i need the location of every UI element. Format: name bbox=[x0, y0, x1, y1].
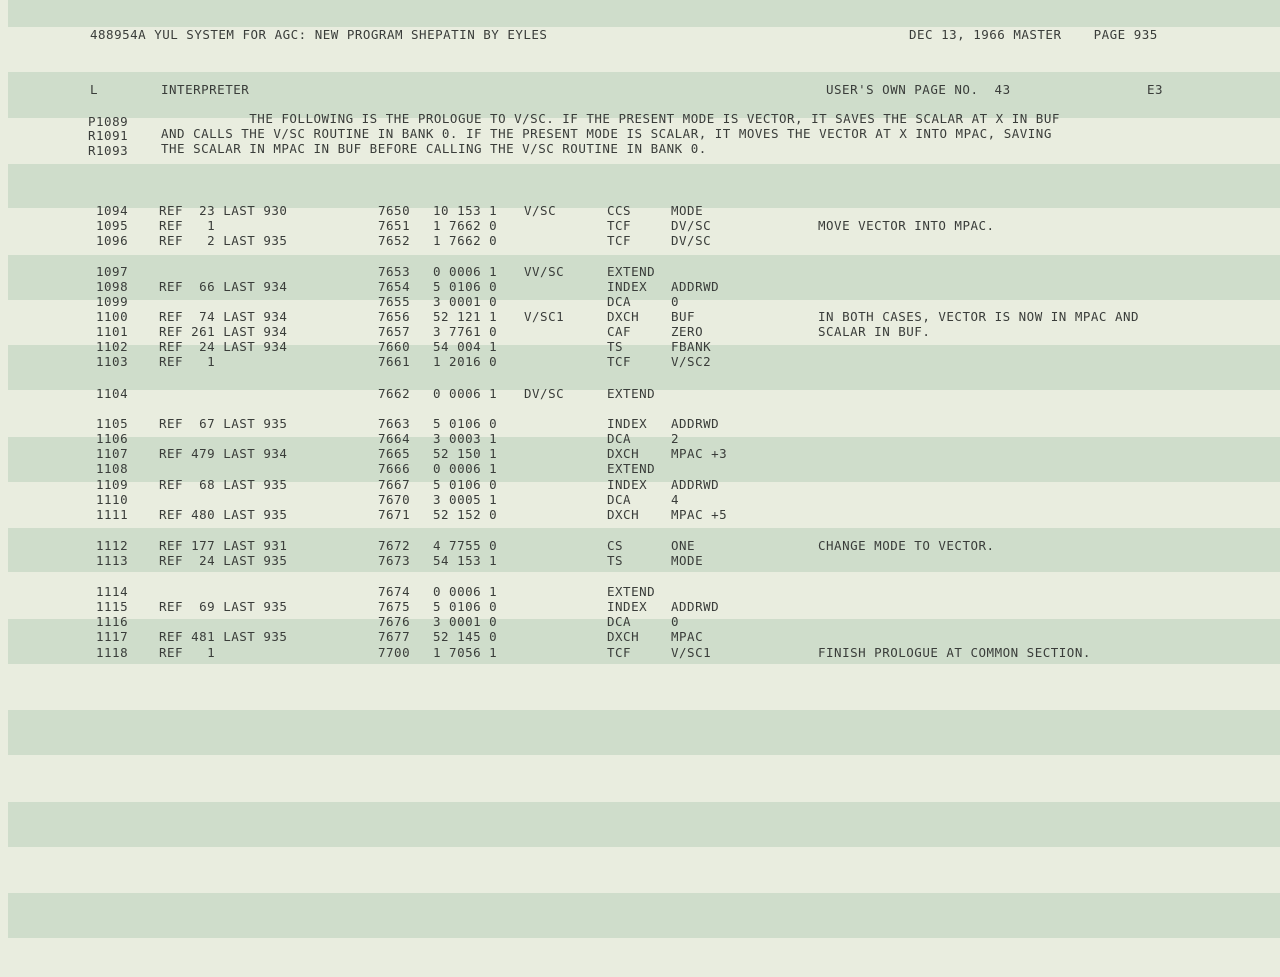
opcode: DCA bbox=[607, 294, 632, 309]
address: 7671 bbox=[378, 507, 411, 522]
address: 7673 bbox=[378, 553, 411, 568]
log-section: L bbox=[90, 82, 99, 97]
reference: REF 24 LAST 934 bbox=[159, 339, 288, 354]
address: 7662 bbox=[378, 386, 411, 401]
opcode: CCS bbox=[607, 203, 632, 218]
octal-word: 5 0106 0 bbox=[433, 279, 498, 294]
listing-row bbox=[0, 507, 1280, 522]
octal-word: 3 0003 1 bbox=[433, 431, 498, 446]
reference: REF 2 LAST 935 bbox=[159, 233, 288, 248]
octal-word: 1 7662 0 bbox=[433, 218, 498, 233]
section-code: E3 bbox=[1147, 82, 1164, 97]
opcode: EXTEND bbox=[607, 264, 656, 279]
reference: REF 481 LAST 935 bbox=[159, 629, 288, 644]
address: 7655 bbox=[378, 294, 411, 309]
listing-row bbox=[0, 492, 1280, 507]
address: 7674 bbox=[378, 584, 411, 599]
octal-word: 54 004 1 bbox=[433, 339, 498, 354]
reference: REF 479 LAST 934 bbox=[159, 446, 288, 461]
operand: 0 bbox=[671, 294, 680, 309]
line-number: 1109 bbox=[96, 477, 129, 492]
operand: MPAC bbox=[671, 629, 704, 644]
octal-word: 52 121 1 bbox=[433, 309, 498, 324]
line-number: 1105 bbox=[96, 416, 129, 431]
page-header-left: 488954A YUL SYSTEM FOR AGC: NEW PROGRAM SHEPATIN BY EYLES bbox=[90, 27, 548, 42]
opcode: TCF bbox=[607, 645, 632, 660]
address: 7700 bbox=[378, 645, 411, 660]
label: V/SC bbox=[524, 203, 557, 218]
operand: MODE bbox=[671, 203, 704, 218]
reference: REF 1 bbox=[159, 645, 216, 660]
address: 7657 bbox=[378, 324, 411, 339]
line-number: 1095 bbox=[96, 218, 129, 233]
listing-row bbox=[0, 599, 1280, 614]
opcode: DCA bbox=[607, 492, 632, 507]
opcode: INDEX bbox=[607, 416, 648, 431]
address: 7677 bbox=[378, 629, 411, 644]
address: 7672 bbox=[378, 538, 411, 553]
listing-row bbox=[0, 461, 1280, 476]
address: 7656 bbox=[378, 309, 411, 324]
operand: DV/SC bbox=[671, 218, 712, 233]
reference: REF 67 LAST 935 bbox=[159, 416, 288, 431]
address: 7665 bbox=[378, 446, 411, 461]
address: 7666 bbox=[378, 461, 411, 476]
listing-row bbox=[0, 339, 1280, 354]
address: 7653 bbox=[378, 264, 411, 279]
opcode: EXTEND bbox=[607, 584, 656, 599]
listing-row bbox=[0, 446, 1280, 461]
address: 7664 bbox=[378, 431, 411, 446]
line-number: 1099 bbox=[96, 294, 129, 309]
listing-row bbox=[0, 279, 1280, 294]
operand: ADDRWD bbox=[671, 279, 720, 294]
address: 7670 bbox=[378, 492, 411, 507]
line-number: 1108 bbox=[96, 461, 129, 476]
paper-band bbox=[8, 164, 1280, 208]
reference: REF 261 LAST 934 bbox=[159, 324, 288, 339]
listing-row bbox=[0, 645, 1280, 660]
listing-row bbox=[0, 614, 1280, 629]
listing-row bbox=[0, 354, 1280, 369]
octal-word: 5 0106 0 bbox=[433, 599, 498, 614]
line-number: 1118 bbox=[96, 645, 129, 660]
octal-word: 1 7056 1 bbox=[433, 645, 498, 660]
opcode: DXCH bbox=[607, 629, 640, 644]
line-number: 1111 bbox=[96, 507, 129, 522]
octal-word: 0 0006 1 bbox=[433, 264, 498, 279]
octal-word: 0 0006 1 bbox=[433, 584, 498, 599]
reference: REF 24 LAST 935 bbox=[159, 553, 288, 568]
paper-band bbox=[8, 802, 1280, 847]
operand: MODE bbox=[671, 553, 704, 568]
reference: REF 177 LAST 931 bbox=[159, 538, 288, 553]
octal-word: 1 2016 0 bbox=[433, 354, 498, 369]
reference: REF 68 LAST 935 bbox=[159, 477, 288, 492]
listing-row bbox=[0, 233, 1280, 248]
operand: 0 bbox=[671, 614, 680, 629]
line-number: 1098 bbox=[96, 279, 129, 294]
opcode: INDEX bbox=[607, 477, 648, 492]
remark-text: THE SCALAR IN MPAC IN BUF BEFORE CALLING THE V/SC ROUTINE IN BANK 0. bbox=[161, 141, 707, 156]
listing-row bbox=[0, 218, 1280, 233]
opcode: INDEX bbox=[607, 599, 648, 614]
octal-word: 4 7755 0 bbox=[433, 538, 498, 553]
address: 7675 bbox=[378, 599, 411, 614]
line-number: 1115 bbox=[96, 599, 129, 614]
page-header-right: DEC 13, 1966 MASTER PAGE 935 bbox=[909, 27, 1158, 42]
opcode: DXCH bbox=[607, 309, 640, 324]
address: 7667 bbox=[378, 477, 411, 492]
listing-row bbox=[0, 294, 1280, 309]
line-number: 1106 bbox=[96, 431, 129, 446]
line-number: 1114 bbox=[96, 584, 129, 599]
line-number: 1102 bbox=[96, 339, 129, 354]
listing-row bbox=[0, 584, 1280, 599]
line-number: 1110 bbox=[96, 492, 129, 507]
address: 7660 bbox=[378, 339, 411, 354]
reference: REF 23 LAST 930 bbox=[159, 203, 288, 218]
opcode: CAF bbox=[607, 324, 632, 339]
operand: 2 bbox=[671, 431, 680, 446]
address: 7650 bbox=[378, 203, 411, 218]
operand: ADDRWD bbox=[671, 477, 720, 492]
line-number: 1101 bbox=[96, 324, 129, 339]
operand: ONE bbox=[671, 538, 696, 553]
opcode: TCF bbox=[607, 218, 632, 233]
operand: 4 bbox=[671, 492, 680, 507]
opcode: TCF bbox=[607, 233, 632, 248]
listing-row bbox=[0, 309, 1280, 324]
listing-row bbox=[0, 629, 1280, 644]
reference: REF 74 LAST 934 bbox=[159, 309, 288, 324]
listing-row bbox=[0, 324, 1280, 339]
opcode: EXTEND bbox=[607, 461, 656, 476]
reference: REF 480 LAST 935 bbox=[159, 507, 288, 522]
address: 7676 bbox=[378, 614, 411, 629]
opcode: EXTEND bbox=[607, 386, 656, 401]
operand: V/SC1 bbox=[671, 645, 712, 660]
line-number: 1104 bbox=[96, 386, 129, 401]
line-number: 1097 bbox=[96, 264, 129, 279]
users-page-number: USER'S OWN PAGE NO. 43 bbox=[826, 82, 1011, 97]
operand: ADDRWD bbox=[671, 416, 720, 431]
label: V/SC1 bbox=[524, 309, 565, 324]
reference: REF 69 LAST 935 bbox=[159, 599, 288, 614]
remark-tag: R1091 bbox=[88, 128, 129, 143]
octal-word: 3 0001 0 bbox=[433, 614, 498, 629]
opcode: DXCH bbox=[607, 507, 640, 522]
comment: IN BOTH CASES, VECTOR IS NOW IN MPAC AND bbox=[818, 309, 1140, 324]
reference: REF 1 bbox=[159, 218, 216, 233]
remark-tag: P1089 bbox=[88, 114, 129, 129]
label: DV/SC bbox=[524, 386, 565, 401]
listing-row bbox=[0, 386, 1280, 401]
opcode: DCA bbox=[607, 431, 632, 446]
octal-word: 52 145 0 bbox=[433, 629, 498, 644]
line-number: 1117 bbox=[96, 629, 129, 644]
opcode: DXCH bbox=[607, 446, 640, 461]
operand: DV/SC bbox=[671, 233, 712, 248]
paper-band bbox=[8, 0, 1280, 27]
line-number: 1112 bbox=[96, 538, 129, 553]
reference: REF 66 LAST 934 bbox=[159, 279, 288, 294]
octal-word: 54 153 1 bbox=[433, 553, 498, 568]
octal-word: 1 7662 0 bbox=[433, 233, 498, 248]
octal-word: 0 0006 1 bbox=[433, 461, 498, 476]
octal-word: 3 0001 0 bbox=[433, 294, 498, 309]
listing-row bbox=[0, 203, 1280, 218]
label: VV/SC bbox=[524, 264, 565, 279]
comment: MOVE VECTOR INTO MPAC. bbox=[818, 218, 995, 233]
comment: SCALAR IN BUF. bbox=[818, 324, 931, 339]
operand: FBANK bbox=[671, 339, 712, 354]
address: 7663 bbox=[378, 416, 411, 431]
opcode: CS bbox=[607, 538, 624, 553]
opcode: TS bbox=[607, 553, 624, 568]
comment: FINISH PROLOGUE AT COMMON SECTION. bbox=[818, 645, 1091, 660]
operand: MPAC +5 bbox=[671, 507, 728, 522]
listing-row bbox=[0, 264, 1280, 279]
octal-word: 10 153 1 bbox=[433, 203, 498, 218]
listing-row bbox=[0, 477, 1280, 492]
address: 7654 bbox=[378, 279, 411, 294]
line-number: 1094 bbox=[96, 203, 129, 218]
address: 7652 bbox=[378, 233, 411, 248]
opcode: INDEX bbox=[607, 279, 648, 294]
line-number: 1116 bbox=[96, 614, 129, 629]
operand: V/SC2 bbox=[671, 354, 712, 369]
operand: MPAC +3 bbox=[671, 446, 728, 461]
remark-tag: R1093 bbox=[88, 143, 129, 158]
operand: ZERO bbox=[671, 324, 704, 339]
operand: BUF bbox=[671, 309, 696, 324]
octal-word: 52 150 1 bbox=[433, 446, 498, 461]
octal-word: 0 0006 1 bbox=[433, 386, 498, 401]
remark-text: AND CALLS THE V/SC ROUTINE IN BANK 0. IF THE PRESENT MODE IS SCALAR, IT MOVES THE VECTOR AT X INTO MPAC, SAVING bbox=[161, 126, 1052, 141]
listing-row bbox=[0, 416, 1280, 431]
address: 7661 bbox=[378, 354, 411, 369]
operand: ADDRWD bbox=[671, 599, 720, 614]
section-name: INTERPRETER bbox=[161, 82, 250, 97]
opcode: TS bbox=[607, 339, 624, 354]
reference: REF 1 bbox=[159, 354, 216, 369]
line-number: 1096 bbox=[96, 233, 129, 248]
address: 7651 bbox=[378, 218, 411, 233]
remark-text: THE FOLLOWING IS THE PROLOGUE TO V/SC. IF THE PRESENT MODE IS VECTOR, IT SAVES THE SCALAR AT X IN BUF bbox=[161, 111, 1060, 126]
paper-band bbox=[8, 710, 1280, 755]
listing-row bbox=[0, 538, 1280, 553]
line-number: 1113 bbox=[96, 553, 129, 568]
octal-word: 3 0005 1 bbox=[433, 492, 498, 507]
line-number: 1103 bbox=[96, 354, 129, 369]
line-number: 1107 bbox=[96, 446, 129, 461]
paper-band bbox=[8, 893, 1280, 938]
listing-row bbox=[0, 431, 1280, 446]
octal-word: 3 7761 0 bbox=[433, 324, 498, 339]
line-number: 1100 bbox=[96, 309, 129, 324]
comment: CHANGE MODE TO VECTOR. bbox=[818, 538, 995, 553]
listing-row bbox=[0, 553, 1280, 568]
octal-word: 5 0106 0 bbox=[433, 477, 498, 492]
octal-word: 52 152 0 bbox=[433, 507, 498, 522]
opcode: TCF bbox=[607, 354, 632, 369]
octal-word: 5 0106 0 bbox=[433, 416, 498, 431]
opcode: DCA bbox=[607, 614, 632, 629]
